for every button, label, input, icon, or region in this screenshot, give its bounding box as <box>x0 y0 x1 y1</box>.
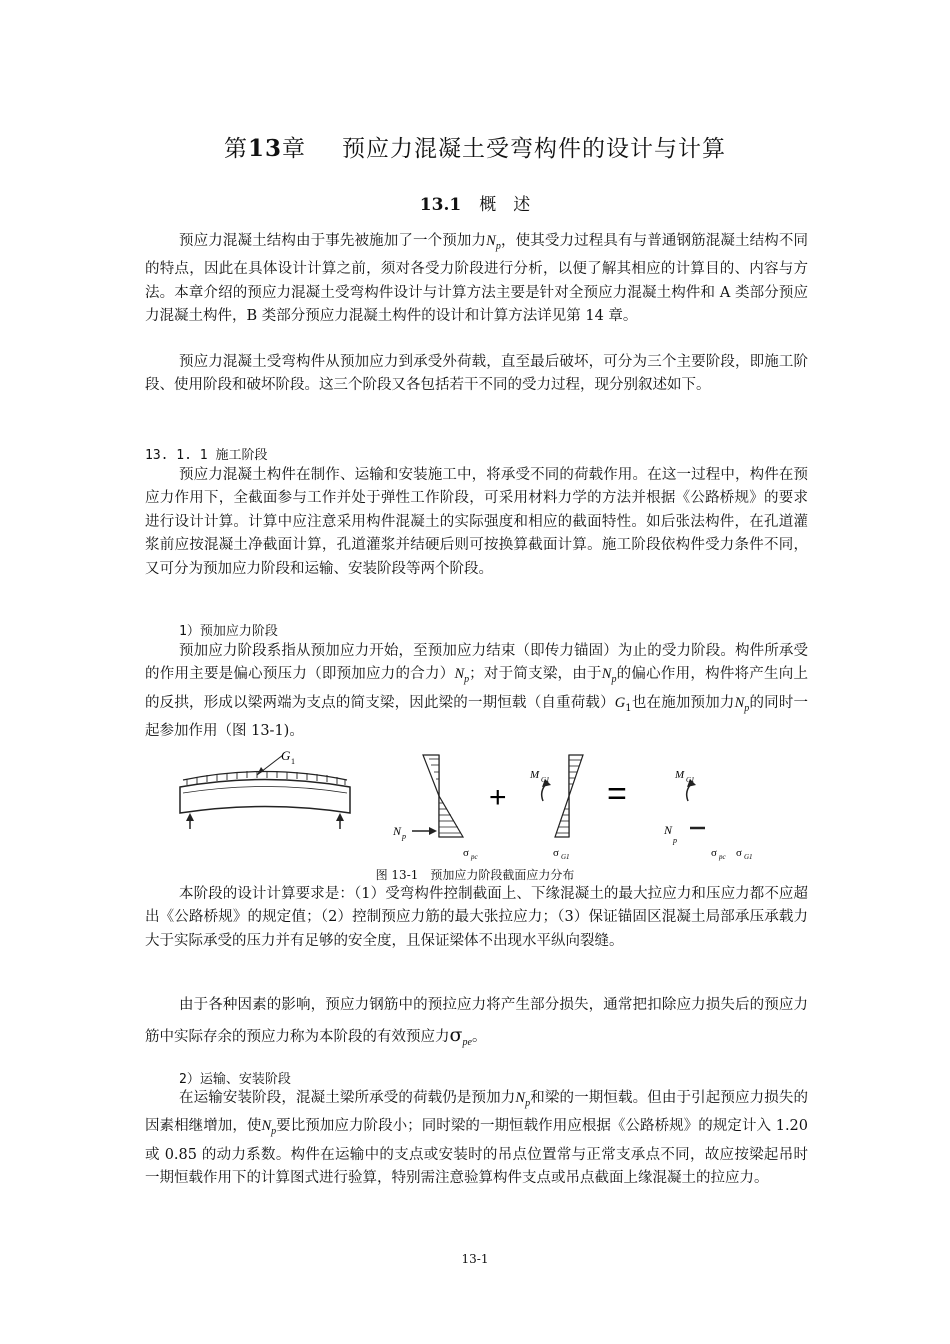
section-title <box>0 190 950 215</box>
paragraph-5: 本阶段的设计计算要求是：（1）受弯构件控制截面上、下缘混凝土的最大拉应力和压应力都不应超出《公路桥规》的规定值；（2）控制预应力筋的最大张拉应力；（3）保证锚固区混凝土局部承压承载力大于实际承受的压力并有足够的安全度，且保证梁体不出现水平纵向裂缝。 <box>145 886 808 949</box>
np-stress-diagram <box>412 755 463 837</box>
np-label-1: N <box>393 824 402 838</box>
paragraph-3: 预应力混凝土构件在制作、运输和安装施工中，将承受不同的荷载作用。在这一过程中，构件在预应力作用下，全截面参与工作并处于弹性工作阶段，可采用材料力学的方法并根据《公路桥规》的要求进行设计计算。计算中应注意采用构件混凝土的实际强度和相应的截面特性。如后张法构件，在孔道灌浆前应按混凝土净截面计算，孔道灌浆并结硬后则可按换算截面计算。施工阶段依构件受力条件不同，又可分为预加应力阶段和运输、安装阶段等两个阶段。 <box>145 467 808 577</box>
mg1-subscript-1: G1 <box>541 776 550 784</box>
paragraph-2: 预应力混凝土受弯构件从预加应力到承受外荷载，直至最后破坏，可分为三个主要阶段，即施工阶段、使用阶段和破坏阶段。这三个阶段又各包括若干不同的受力过程，现分别叙述如下。 <box>145 354 808 394</box>
plus-sign: + <box>489 781 507 814</box>
sigma-g1-subscript-1: G1 <box>561 853 570 861</box>
sigma-pc-label-1: σ <box>463 847 469 859</box>
chapter-number: 13 <box>247 135 282 162</box>
g1-label: G <box>281 748 291 763</box>
sigma-pc-label-2: σ <box>711 847 717 859</box>
np-subscript-2: p <box>673 836 677 845</box>
mg1-label-1: M <box>530 769 540 781</box>
np-label-2: N <box>664 823 673 837</box>
mg1-subscript-2: G1 <box>686 776 695 784</box>
subsection-heading: 13. 1. 1 施工阶段 <box>145 448 268 463</box>
page-number: 13-1 <box>461 1252 489 1266</box>
equals-sign: = <box>607 775 627 813</box>
chapter-prefix: 第 <box>223 136 248 162</box>
sigma-g1-subscript-2: G1 <box>744 853 753 861</box>
np-subscript-1: p <box>402 832 406 841</box>
chapter-suffix: 章 <box>282 136 306 162</box>
result-diagram <box>687 779 705 828</box>
section-number: 13.1 <box>419 195 462 215</box>
sigma-g1-label-2: σ <box>736 847 742 859</box>
beam-diagram <box>180 755 350 829</box>
chapter-title <box>0 130 950 163</box>
paragraph-4: 预加应力阶段系指从预加应力开始，至预加应力结束（即传力锚固）为止的受力阶段。构件所承受的作用主要是偏心预压力（即预加应力的合力）$N_p$；对于简支梁，由于$N_p$的偏心作用，构件将产生向上的反拱，形成以梁两端为支点的简支梁，因此梁的一期恒载（自重荷载）$G_1$也在施加预加力$N_p$的同时一起参加作用（图 13-1)。 <box>145 643 809 739</box>
mg1-label-2: M <box>675 769 685 781</box>
section-name: 概 述 <box>479 195 531 215</box>
subheading-transport-stage: 2）运输、安装阶段 <box>179 1072 291 1087</box>
g1-subscript: 1 <box>291 757 295 766</box>
sigma-g1-label-1: σ <box>553 847 559 859</box>
paragraph-6: 由于各种因素的影响，预应力钢筋中的预拉应力将产生部分损失，通常把扣除应力损失后的预应力筋中实际存余的预应力称为本阶段的有效预应力$\sigma_{pe}$。 <box>145 997 808 1048</box>
paragraph-7: 在运输安装阶段，混凝土梁所承受的荷载仍是预加力$N_p$和梁的一期恒载。但由于引起预应力损失的因素相继增加，使$N_p$要比预加应力阶段小；同时梁的一期恒载作用应根据《公路桥规》的规定计入 1.20 或 0.85 的动力系数。构件在运输中的支点或安装时的吊点位置常与正常支承点不同，故应按梁起吊时一期恒载作用下的计算图式进行验算，特别需注意验算构件支点或吊点截面上缘混凝土的拉应力。 <box>145 1090 809 1186</box>
figure-stress-distribution <box>175 745 785 863</box>
figure-caption: 图 13-1 预加应力阶段截面应力分布 <box>375 868 575 882</box>
subheading-prestress-stage: 1）预加应力阶段 <box>179 624 278 639</box>
mg1-stress-diagram <box>542 755 583 837</box>
chapter-name: 预应力混凝土受弯构件的设计与计算 <box>342 136 726 162</box>
paragraph-1: 预应力混凝土结构由于事先被施加了一个预加力$N_p$，使其受力过程具有与普通钢筋混凝土结构不同的特点，因此在具体设计计算之前，须对各受力阶段进行分析，以便了解其相应的计算目的、内容与方法。本章介绍的预应力混凝土受弯构件设计与计算方法主要是针对全预应力混凝土构件和 A 类部分预应力混凝土构件，B 类部分预应力混凝土构件的设计和计算方法详见第 14 章。 <box>145 233 809 325</box>
sigma-pc-subscript-1: pc <box>471 853 478 861</box>
sigma-pc-subscript-2: pc <box>719 853 726 861</box>
